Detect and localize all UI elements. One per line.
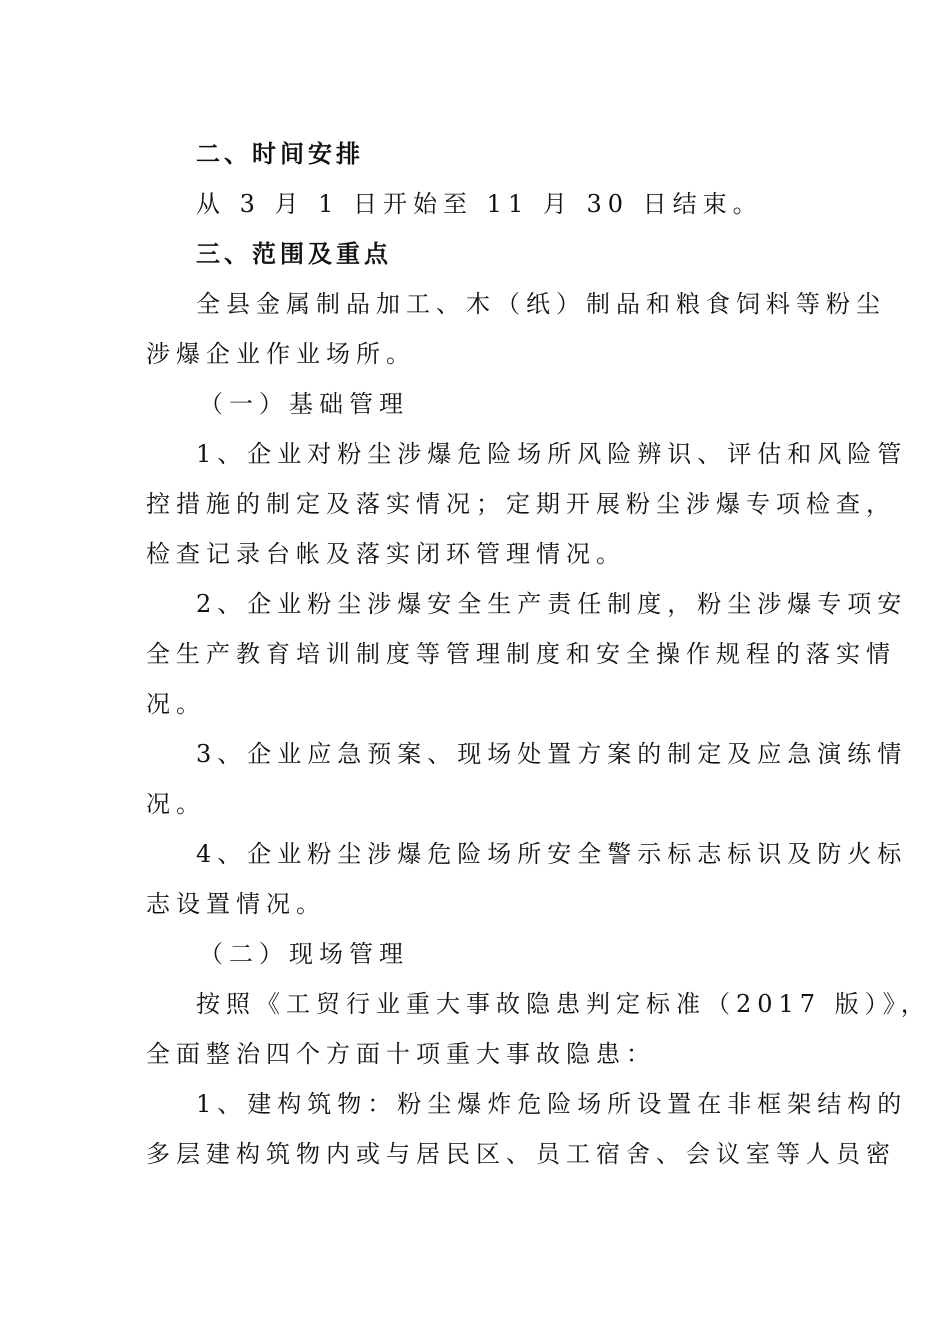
scope-text-line: 全县金属制品加工、木（纸）制品和粮食饲料等粉尘	[196, 290, 886, 318]
subheading-basic-management: （一）基础管理	[199, 390, 409, 418]
item-3-line: 况。	[146, 790, 206, 818]
section-heading-scope: 三、范围及重点	[196, 240, 392, 268]
item-1-line: 1、企业对粉尘涉爆危险场所风险辨识、评估和风险管	[196, 440, 908, 468]
item-1-line: 控措施的制定及落实情况；定期开展粉尘涉爆专项检查，	[146, 490, 896, 518]
section-heading-time: 二、时间安排	[196, 140, 364, 168]
time-text: 从 3 月 1 日开始至 11 月 30 日结束。	[196, 190, 763, 218]
item-2-line: 况。	[146, 690, 206, 718]
standard-text-line: 按照《工贸行业重大事故隐患判定标准（2017 版）》，	[196, 990, 931, 1018]
item-1-line: 检查记录台帐及落实闭环管理情况。	[146, 540, 626, 568]
scope-text-line: 涉爆企业作业场所。	[146, 340, 416, 368]
building-text-line: 1、建构筑物：粉尘爆炸危险场所设置在非框架结构的	[196, 1090, 908, 1118]
item-2-line: 全生产教育培训制度等管理制度和安全操作规程的落实情	[146, 640, 896, 668]
subheading-site-management: （二）现场管理	[199, 940, 409, 968]
item-4-line: 4、企业粉尘涉爆危险场所安全警示标志标识及防火标	[196, 840, 908, 868]
item-4-line: 志设置情况。	[146, 890, 326, 918]
item-3-line: 3、企业应急预案、现场处置方案的制定及应急演练情	[196, 740, 908, 768]
building-text-line: 多层建构筑物内或与居民区、员工宿舍、会议室等人员密	[146, 1140, 896, 1168]
standard-text-line: 全面整治四个方面十项重大事故隐患：	[146, 1040, 656, 1068]
item-2-line: 2、企业粉尘涉爆安全生产责任制度，粉尘涉爆专项安	[196, 590, 908, 618]
